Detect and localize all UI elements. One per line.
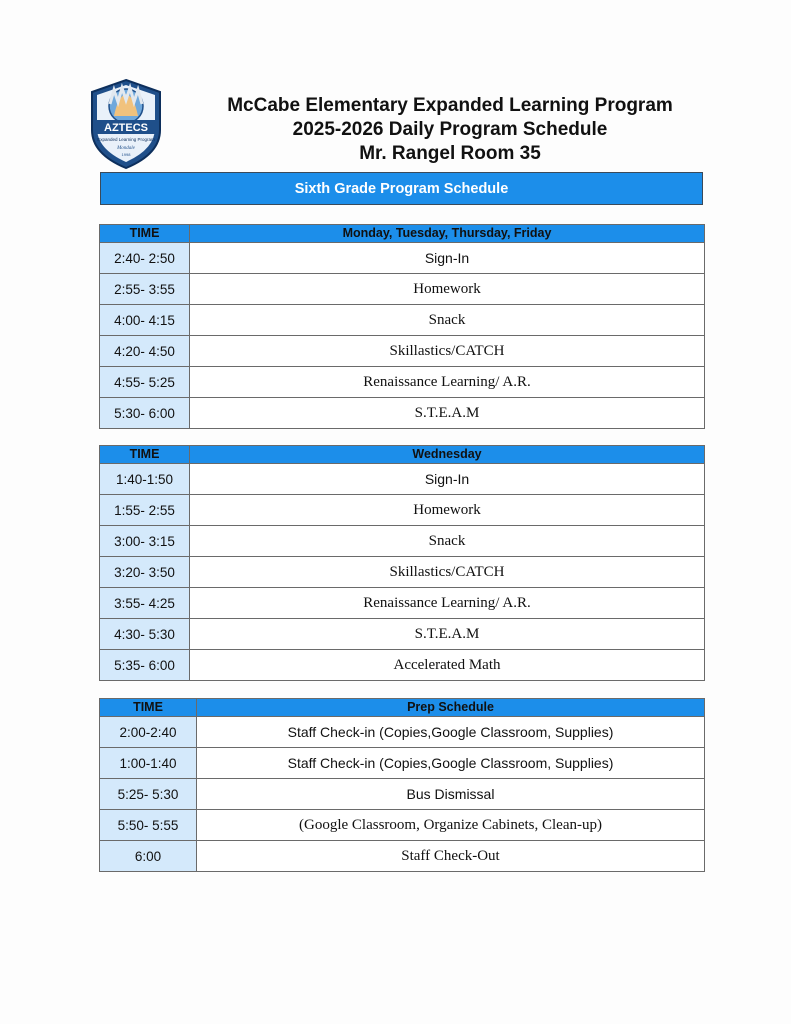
header-line-1: McCabe Elementary Expanded Learning Program	[227, 95, 673, 116]
table-row	[100, 526, 705, 557]
table-row	[100, 557, 705, 588]
time-cell: 5:50- 5:55	[100, 810, 197, 841]
table-row	[100, 495, 705, 526]
aztecs-logo	[88, 78, 164, 170]
table-row	[100, 717, 705, 748]
activity-cell: (Google Classroom, Organize Cabinets, Clean-up)	[197, 810, 705, 841]
prep-column-header: Prep Schedule	[197, 699, 705, 717]
time-cell: 2:00-2:40	[100, 717, 197, 748]
activity-cell: Staff Check-Out	[197, 841, 705, 872]
schedule-table-prep	[99, 698, 705, 872]
logo-subtitle-text: Expanded Learning Program	[97, 137, 155, 142]
table-row	[100, 619, 705, 650]
days-column-header: Monday, Tuesday, Thursday, Friday	[190, 225, 705, 243]
activity-cell: Homework	[190, 274, 705, 305]
schedule-table-weekdays	[99, 224, 705, 429]
header-line-2: 2025-2026 Daily Program Schedule	[292, 119, 608, 140]
table-header-row	[100, 225, 705, 243]
time-cell: 1:55- 2:55	[100, 495, 190, 526]
table-row	[100, 779, 705, 810]
header-line-3: Mr. Rangel Room 35	[359, 143, 541, 164]
time-cell: 1:00-1:40	[100, 748, 197, 779]
logo-school-text: Mondale	[117, 146, 135, 151]
time-column-header: TIME	[100, 699, 197, 717]
table-row	[100, 810, 705, 841]
table-header-row	[100, 446, 705, 464]
time-cell: 4:30- 5:30	[100, 619, 190, 650]
table-row	[100, 336, 705, 367]
activity-cell: Snack	[190, 305, 705, 336]
time-cell: 3:20- 3:50	[100, 557, 190, 588]
time-cell: 4:55- 5:25	[100, 367, 190, 398]
table-row	[100, 748, 705, 779]
time-cell: 5:30- 6:00	[100, 398, 190, 429]
activity-cell: Sign-In	[190, 243, 705, 274]
time-cell: 5:35- 6:00	[100, 650, 190, 681]
table-row	[100, 650, 705, 681]
activity-cell: Accelerated Math	[190, 650, 705, 681]
table-row	[100, 588, 705, 619]
table-row	[100, 305, 705, 336]
activity-cell: S.T.E.A.M	[190, 398, 705, 429]
table-row	[100, 274, 705, 305]
time-cell: 3:00- 3:15	[100, 526, 190, 557]
logo-team-text: AZTECS	[104, 122, 148, 134]
table-row	[100, 398, 705, 429]
schedule-table-wednesday	[99, 445, 705, 681]
table-row	[100, 367, 705, 398]
time-cell: 5:25- 5:30	[100, 779, 197, 810]
logo-year-text: 1998	[121, 152, 131, 157]
activity-cell: Staff Check-in (Copies,Google Classroom, Supplies)	[197, 717, 705, 748]
activity-cell: Skillastics/CATCH	[190, 336, 705, 367]
time-column-header: TIME	[100, 225, 190, 243]
activity-cell: Staff Check-in (Copies,Google Classroom, Supplies)	[197, 748, 705, 779]
time-cell: 2:40- 2:50	[100, 243, 190, 274]
table-header-row	[100, 699, 705, 717]
time-column-header: TIME	[100, 446, 190, 464]
activity-cell: S.T.E.A.M	[190, 619, 705, 650]
activity-cell: Snack	[190, 526, 705, 557]
time-cell: 4:20- 4:50	[100, 336, 190, 367]
activity-cell: Renaissance Learning/ A.R.	[190, 367, 705, 398]
activity-cell: Renaissance Learning/ A.R.	[190, 588, 705, 619]
days-column-header: Wednesday	[190, 446, 705, 464]
time-cell: 2:55- 3:55	[100, 274, 190, 305]
grade-banner: Sixth Grade Program Schedule	[100, 172, 703, 205]
time-cell: 3:55- 4:25	[100, 588, 190, 619]
activity-cell: Sign-In	[190, 464, 705, 495]
table-row	[100, 464, 705, 495]
document-header	[190, 94, 710, 166]
table-row	[100, 841, 705, 872]
activity-cell: Homework	[190, 495, 705, 526]
time-cell: 1:40-1:50	[100, 464, 190, 495]
time-cell: 6:00	[100, 841, 197, 872]
time-cell: 4:00- 4:15	[100, 305, 190, 336]
table-row	[100, 243, 705, 274]
activity-cell: Bus Dismissal	[197, 779, 705, 810]
activity-cell: Skillastics/CATCH	[190, 557, 705, 588]
